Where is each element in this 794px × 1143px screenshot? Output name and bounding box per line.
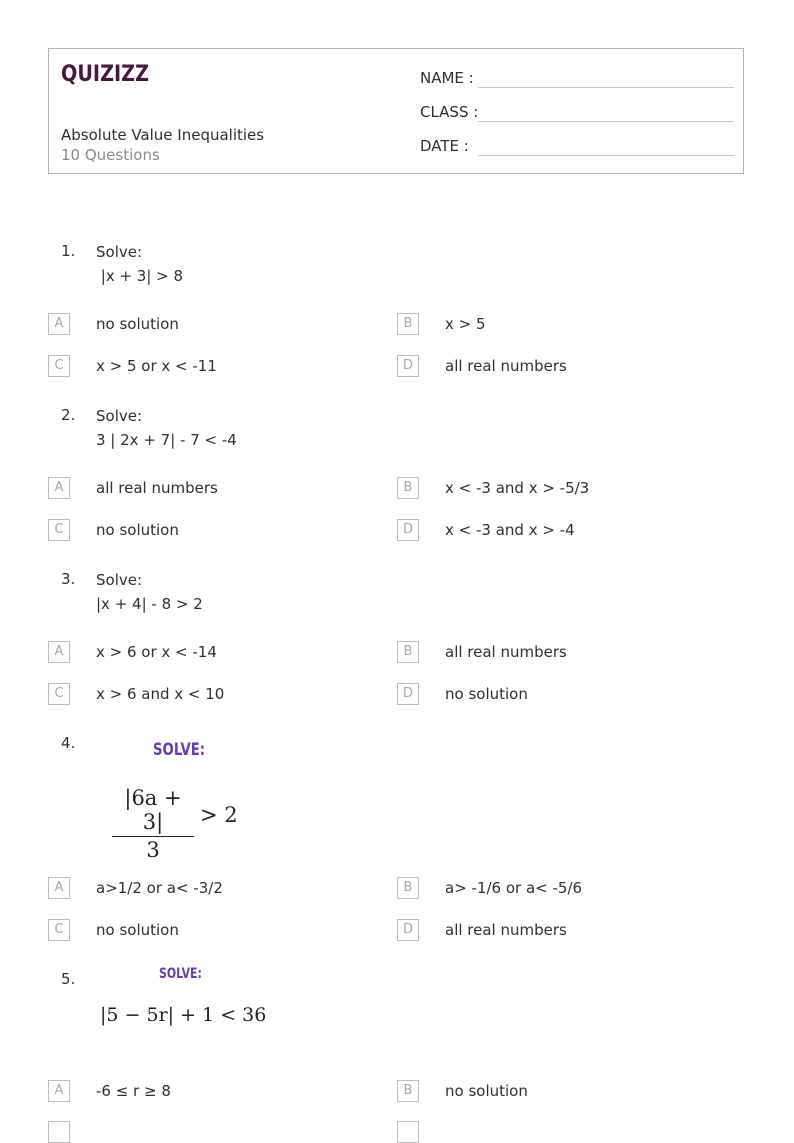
option-letter-box[interactable]: D bbox=[397, 355, 419, 377]
question-expression: |x + 3| > 8 bbox=[96, 267, 184, 285]
name-line[interactable] bbox=[478, 87, 734, 88]
option-letter-box[interactable]: D bbox=[397, 519, 419, 541]
option-text[interactable]: x > 6 and x < 10 bbox=[96, 685, 225, 703]
option-text[interactable]: x > 5 bbox=[445, 315, 486, 333]
option-text[interactable]: all real numbers bbox=[96, 479, 218, 497]
option-letter-box[interactable]: C bbox=[48, 355, 70, 377]
option-letter-box[interactable]: B bbox=[397, 313, 419, 335]
quizizz-logo bbox=[61, 59, 153, 87]
math-fraction bbox=[112, 786, 194, 862]
option-letter-box[interactable]: A bbox=[48, 1080, 70, 1102]
option-text[interactable]: x > 5 or x < -11 bbox=[96, 357, 217, 375]
option-letter-box[interactable]: D bbox=[397, 919, 419, 941]
question-number: 3. bbox=[61, 570, 76, 588]
question-prompt: Solve: bbox=[96, 243, 143, 261]
option-letter-box[interactable]: B bbox=[397, 877, 419, 899]
option-letter-box[interactable]: C bbox=[48, 919, 70, 941]
option-letter-box-partial[interactable] bbox=[397, 1121, 419, 1143]
option-text[interactable]: x < -3 and x > -4 bbox=[445, 521, 575, 539]
option-letter-box[interactable]: B bbox=[397, 1080, 419, 1102]
option-text[interactable]: all real numbers bbox=[445, 357, 567, 375]
option-text[interactable]: no solution bbox=[96, 315, 179, 333]
option-text[interactable]: all real numbers bbox=[445, 921, 567, 939]
option-letter-box[interactable]: A bbox=[48, 313, 70, 335]
class-label: CLASS : bbox=[420, 103, 479, 121]
worksheet-header bbox=[48, 48, 744, 174]
option-text[interactable]: no solution bbox=[96, 921, 179, 939]
date-line[interactable] bbox=[478, 155, 734, 156]
question-expression: 3 | 2x + 7| - 7 < -4 bbox=[96, 431, 237, 449]
question-number: 1. bbox=[61, 242, 76, 260]
question-count: 10 Questions bbox=[61, 146, 160, 164]
fraction-numerator: |6a + 3| bbox=[124, 786, 182, 834]
option-letter-box[interactable]: B bbox=[397, 477, 419, 499]
class-line[interactable] bbox=[478, 121, 734, 122]
question-number: 5. bbox=[61, 970, 76, 988]
option-letter-box[interactable]: A bbox=[48, 877, 70, 899]
option-text[interactable]: a>1/2 or a< -3/2 bbox=[96, 879, 223, 897]
question-expression: |x + 4| - 8 > 2 bbox=[96, 595, 203, 613]
question-number: 2. bbox=[61, 406, 76, 424]
date-label: DATE : bbox=[420, 137, 469, 155]
question-prompt: Solve: bbox=[96, 571, 143, 589]
math-inequality-rhs: > 2 bbox=[200, 803, 238, 827]
option-text[interactable]: all real numbers bbox=[445, 643, 567, 661]
question-prompt: Solve: bbox=[96, 407, 143, 425]
worksheet-title: Absolute Value Inequalities bbox=[61, 126, 265, 144]
option-letter-box[interactable]: D bbox=[397, 683, 419, 705]
option-text[interactable]: -6 ≤ r ≥ 8 bbox=[96, 1082, 171, 1100]
question-number: 4. bbox=[61, 734, 76, 752]
option-text[interactable]: x < -3 and x > -5/3 bbox=[445, 479, 590, 497]
option-letter-box-partial[interactable] bbox=[48, 1121, 70, 1143]
svg-text:QUIZIZZ: QUIZIZZ bbox=[61, 62, 149, 87]
option-letter-box[interactable]: B bbox=[397, 641, 419, 663]
option-letter-box[interactable]: A bbox=[48, 477, 70, 499]
option-letter-box[interactable]: C bbox=[48, 683, 70, 705]
fraction-denominator: 3 bbox=[146, 838, 160, 862]
solve-heading: SOLVE: bbox=[159, 966, 202, 982]
option-text[interactable]: no solution bbox=[445, 1082, 528, 1100]
option-letter-box[interactable]: A bbox=[48, 641, 70, 663]
option-text[interactable]: no solution bbox=[96, 521, 179, 539]
option-text[interactable]: no solution bbox=[445, 685, 528, 703]
name-label: NAME : bbox=[420, 69, 474, 87]
fraction-bar bbox=[112, 836, 194, 837]
solve-heading: SOLVE: bbox=[153, 740, 206, 760]
option-text[interactable]: x > 6 or x < -14 bbox=[96, 643, 217, 661]
math-expression: |5 − 5r| + 1 < 36 bbox=[100, 1004, 267, 1026]
option-letter-box[interactable]: C bbox=[48, 519, 70, 541]
option-text[interactable]: a> -1/6 or a< -5/6 bbox=[445, 879, 583, 897]
